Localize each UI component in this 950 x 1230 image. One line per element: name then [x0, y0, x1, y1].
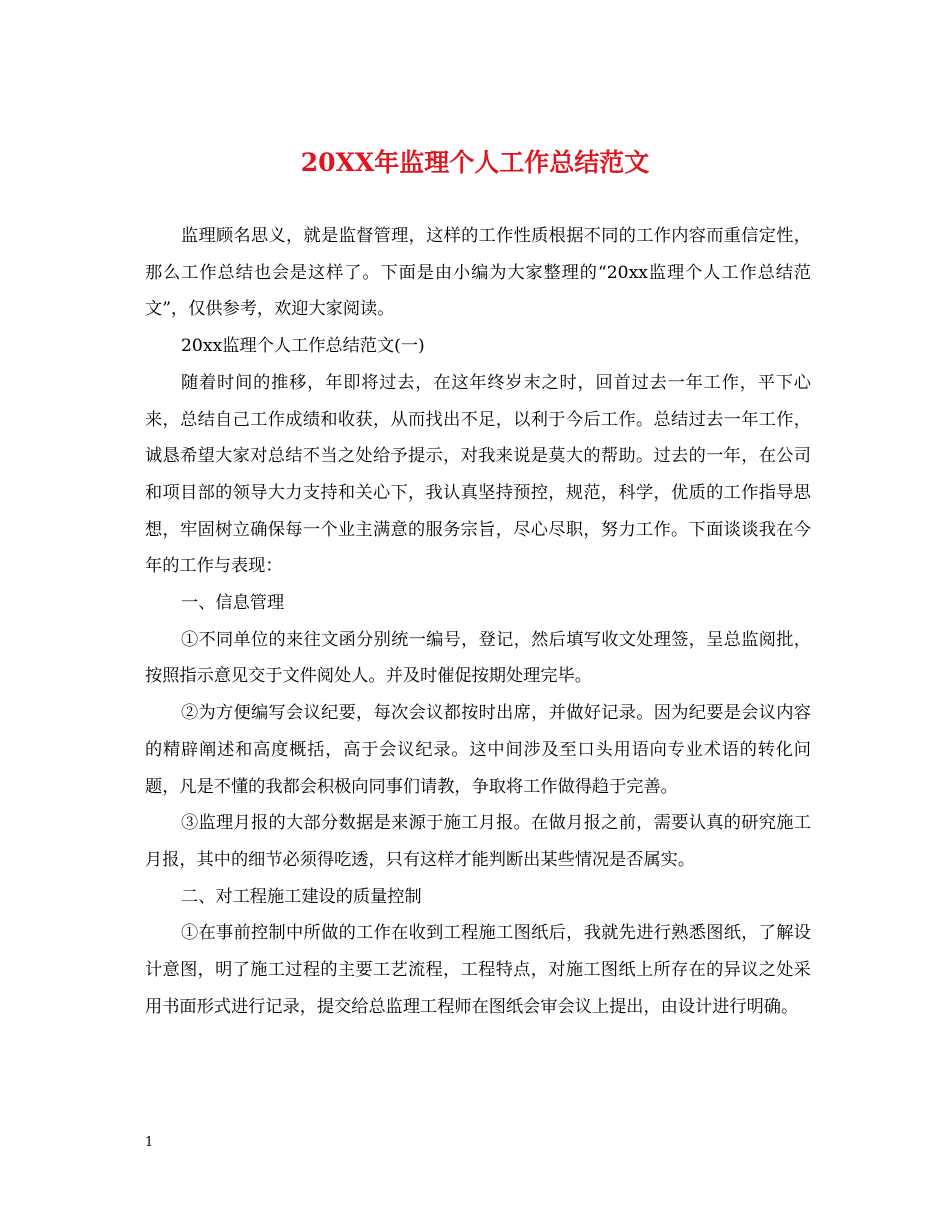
page-number: 1: [145, 1135, 154, 1150]
body-paragraph: ②为方便编写会议纪要，每次会议都按时出席，并做好记录。因为纪要是会议内容的精辟阐述和高度概括，高于会议纪录。这中间涉及至口头用语向专业术语的转化问题，凡是不懂的我都会积极向同事们请教，争取将工作做得趋于完善。: [145, 703, 811, 797]
intro-paragraph: 监理顾名思义，就是监督管理，这样的工作性质根据不同的工作内容而重信定性，那么工作总结也会是这样了。下面是由小编为大家整理的“20xx监理个人工作总结范文”，仅供参考，欢迎大家阅读。: [145, 226, 811, 320]
section-heading-quality-control: 二、对工程施工建设的质量控制: [181, 886, 422, 907]
body-paragraph: 随着时间的推移，年即将过去，在这年终岁末之时，回首过去一年工作，平下心来，总结自己工作成绩和收获，从而找出不足，以利于今后工作。总结过去一年工作，诚恳希望大家对总结不当之处给予提示，对我来说是莫大的帮助。过去的一年，在公司和项目部的领导大力支持和关心下，我认真坚持预控，规范，科学，优质的工作指导思想，牢固树立确保每一个业主满意的服务宗旨，尽心尽职，努力工作。下面谈谈我在今年的工作与表现：: [145, 372, 811, 577]
section-subtitle: 20xx监理个人工作总结范文(一): [181, 336, 425, 357]
body-paragraph: ①在事前控制中所做的工作在收到工程施工图纸后，我就先进行熟悉图纸，了解设计意图，明了施工过程的主要工艺流程，工程特点，对施工图纸上所存在的异议之处采用书面形式进行记录，提交给总监理工程师在图纸会审会议上提出，由设计进行明确。: [145, 923, 811, 1017]
document-title: 20XX年监理个人工作总结范文: [300, 148, 650, 177]
section-heading-info-management: 一、信息管理: [181, 593, 285, 614]
body-paragraph: ③监理月报的大部分数据是来源于施工月报。在做月报之前，需要认真的研究施工月报，其中的细节必须得吃透，只有这样才能判断出某些情况是否属实。: [145, 813, 811, 870]
body-paragraph: ①不同单位的来往文函分别统一编号，登记，然后填写收文处理签，呈总监阅批，按照指示意见交于文件阅处人。并及时催促按期处理完毕。: [145, 629, 811, 687]
document-body: [145, 218, 811, 1025]
